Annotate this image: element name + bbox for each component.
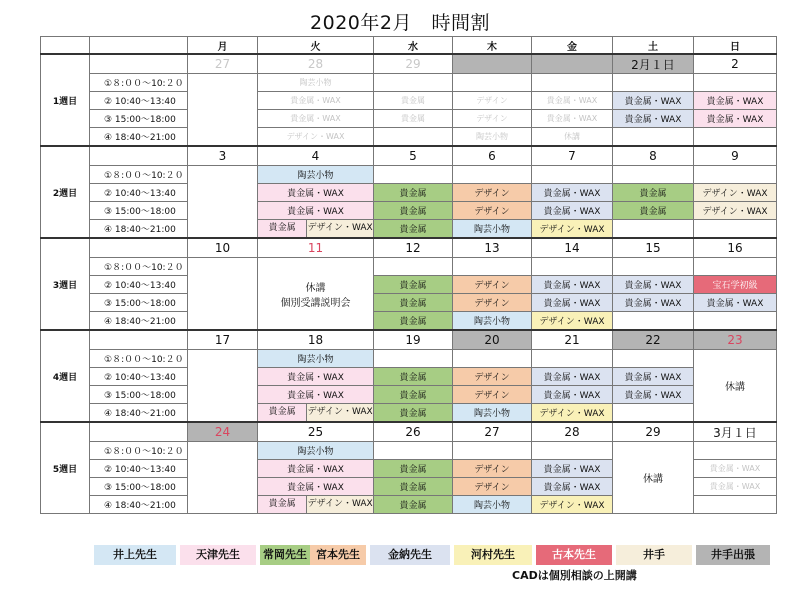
day-number: 28 — [258, 54, 374, 74]
class-cell: 貴金属 — [374, 92, 453, 110]
slot-time-label: ①８:００〜10:２０ — [90, 166, 188, 184]
timetable — [40, 36, 777, 514]
empty-cell — [613, 404, 694, 423]
class-cell: デザイン — [453, 202, 532, 220]
day-number: 13 — [453, 238, 532, 258]
day-number: 22 — [613, 330, 694, 350]
class-cell: 貴金属・WAX — [258, 478, 374, 496]
slot-row — [41, 92, 777, 110]
class-cell: 貴金属・WAX — [532, 110, 613, 128]
class-cell: デザイン・WAX — [694, 184, 777, 202]
empty-cell — [453, 442, 532, 460]
empty-cell — [613, 312, 694, 331]
class-cell: 貴金属・WAX — [694, 294, 777, 312]
slot-time-label: ③ 15:00〜18:00 — [90, 386, 188, 404]
class-cell: デザイン — [453, 386, 532, 404]
weekday-fri: 金 — [532, 37, 613, 55]
class-cell: 貴金属・WAX — [613, 386, 694, 404]
class-cell: 貴金属 — [374, 496, 453, 514]
date-row-slot-blank — [90, 238, 188, 258]
empty-cell — [613, 220, 694, 239]
slot-time-label: ①８:００〜10:２０ — [90, 350, 188, 368]
day-number: 23 — [694, 330, 777, 350]
empty-cell — [532, 74, 613, 92]
class-cell: 陶芸小物 — [258, 74, 374, 92]
empty-cell — [532, 442, 613, 460]
class-cell: 貴金属・WAX — [532, 92, 613, 110]
empty-cell — [613, 74, 694, 92]
class-cell: 貴金属・WAX — [532, 460, 613, 478]
class-cell: 貴金属・WAX — [694, 110, 777, 128]
slot-time-label: ①８:００〜10:２０ — [90, 258, 188, 276]
class-label: デザイン・WAX — [306, 404, 373, 421]
week-label: 3週目 — [41, 238, 90, 330]
day-number: 2月１日 — [613, 54, 694, 74]
day-number: 28 — [532, 422, 613, 442]
slot-row — [41, 442, 777, 460]
class-cell: 貴金属 — [613, 184, 694, 202]
slot-time-label: ④ 18:40〜21:00 — [90, 220, 188, 239]
day-number: 25 — [258, 422, 374, 442]
date-row — [41, 146, 777, 166]
slot-time-label: ④ 18:40〜21:00 — [90, 312, 188, 331]
date-row-slot-blank — [90, 422, 188, 442]
class-cell: デザイン — [453, 294, 532, 312]
class-cell: デザイン — [453, 460, 532, 478]
day-number: 17 — [188, 330, 258, 350]
legend-item: 河村先生 — [454, 545, 532, 565]
class-cell: デザイン・WAX — [532, 404, 613, 423]
day-number: 15 — [613, 238, 694, 258]
empty-cell — [453, 258, 532, 276]
class-cell: 貴金属・WAX — [532, 276, 613, 294]
class-cell: デザイン・WAX — [532, 496, 613, 514]
empty-cell — [374, 258, 453, 276]
slot-row — [41, 404, 777, 423]
cad-note: CADは個別相談の上開講 — [512, 569, 637, 582]
week-label: 1週目 — [41, 54, 90, 146]
day-number — [532, 54, 613, 74]
class-cell: 貴金属・WAX — [258, 184, 374, 202]
kyuko-sub-label: 個別受講説明会 — [280, 297, 351, 309]
slot-row — [41, 202, 777, 220]
day-number: 7 — [532, 146, 613, 166]
class-cell-split — [258, 404, 374, 423]
slot-time-label: ①８:００〜10:２０ — [90, 442, 188, 460]
empty-cell — [694, 74, 777, 92]
day-number: 9 — [694, 146, 777, 166]
class-cell: 陶芸小物 — [453, 496, 532, 514]
legend-item: 井手出張 — [696, 545, 770, 565]
class-cell: 貴金属・WAX — [613, 110, 694, 128]
week-label: 2週目 — [41, 146, 90, 238]
class-cell: 陶芸小物 — [258, 350, 374, 368]
date-row — [41, 238, 777, 258]
class-cell: 貴金属 — [374, 220, 453, 239]
date-row-slot-blank — [90, 146, 188, 166]
teacher-legend — [94, 545, 770, 565]
day-number: 16 — [694, 238, 777, 258]
slot-time-label: ④ 18:40〜21:00 — [90, 128, 188, 147]
slot-row — [41, 350, 777, 368]
weekday-header-row — [41, 37, 777, 55]
class-cell: 貴金属 — [374, 202, 453, 220]
day-number: 3 — [188, 146, 258, 166]
corner-cell — [41, 37, 90, 55]
class-cell: 貴金属 — [374, 184, 453, 202]
empty-cell — [374, 128, 453, 147]
class-cell: 陶芸小物 — [453, 128, 532, 147]
class-label: 貴金属 — [258, 220, 306, 237]
slot-time-label: ② 10:40〜13:40 — [90, 276, 188, 294]
empty-cell — [694, 166, 777, 184]
slot-time-label: ② 10:40〜13:40 — [90, 92, 188, 110]
empty-cell — [613, 258, 694, 276]
empty-cell — [613, 350, 694, 368]
class-cell: 陶芸小物 — [453, 220, 532, 239]
monday-empty-block — [188, 442, 258, 514]
empty-cell — [374, 350, 453, 368]
class-cell: 貴金属・WAX — [613, 276, 694, 294]
class-label: 貴金属 — [258, 496, 306, 513]
slot-row — [41, 128, 777, 147]
class-cell: 貴金属 — [374, 478, 453, 496]
class-cell: デザイン — [453, 368, 532, 386]
class-label: 貴金属 — [258, 404, 306, 421]
class-cell: 貴金属・WAX — [532, 294, 613, 312]
day-number: 11 — [258, 238, 374, 258]
monday-empty-block — [188, 258, 258, 331]
slot-row — [41, 276, 777, 294]
slot-row — [41, 74, 777, 92]
slot-time-label: ④ 18:40〜21:00 — [90, 404, 188, 423]
day-number: 29 — [374, 54, 453, 74]
class-cell: デザイン — [453, 92, 532, 110]
day-number: 21 — [532, 330, 613, 350]
class-cell: 貴金属・WAX — [613, 92, 694, 110]
class-cell: 貴金属 — [374, 404, 453, 423]
slot-time-label: ② 10:40〜13:40 — [90, 460, 188, 478]
weekday-tue: 火 — [258, 37, 374, 55]
class-cell: 貴金属・WAX — [532, 386, 613, 404]
slot-header-cell — [90, 37, 188, 55]
class-cell: デザイン — [453, 478, 532, 496]
empty-cell — [374, 166, 453, 184]
class-cell-split — [258, 220, 374, 239]
day-number — [453, 54, 532, 74]
empty-cell — [453, 350, 532, 368]
day-number: 4 — [258, 146, 374, 166]
slot-row — [41, 294, 777, 312]
day-number: 14 — [532, 238, 613, 258]
day-number: 5 — [374, 146, 453, 166]
class-cell: 貴金属・WAX — [694, 478, 777, 496]
day-number: 18 — [258, 330, 374, 350]
class-label: デザイン・WAX — [306, 496, 373, 513]
date-row — [41, 422, 777, 442]
class-cell: 貴金属 — [374, 368, 453, 386]
legend-item: 常岡先生 — [260, 545, 310, 565]
class-cell: デザイン・WAX — [532, 220, 613, 239]
class-cell: デザイン・WAX — [258, 128, 374, 147]
slot-row — [41, 368, 777, 386]
class-cell: 貴金属 — [374, 312, 453, 331]
class-cell: 貴金属・WAX — [613, 368, 694, 386]
class-cell: デザイン・WAX — [694, 202, 777, 220]
empty-cell — [374, 74, 453, 92]
day-number: 3月１日 — [694, 422, 777, 442]
class-cell: 貴金属・WAX — [532, 368, 613, 386]
empty-cell — [613, 128, 694, 147]
class-cell: デザイン — [453, 110, 532, 128]
slot-time-label: ② 10:40〜13:40 — [90, 368, 188, 386]
class-cell: 陶芸小物 — [258, 166, 374, 184]
class-cell: 貴金属 — [374, 110, 453, 128]
class-cell: デザイン — [453, 184, 532, 202]
day-number: 8 — [613, 146, 694, 166]
slot-row — [41, 312, 777, 331]
empty-cell — [532, 350, 613, 368]
class-cell: 貴金属 — [374, 386, 453, 404]
day-number: 27 — [188, 54, 258, 74]
weekday-wed: 水 — [374, 37, 453, 55]
day-number: 29 — [613, 422, 694, 442]
day-number: 2 — [694, 54, 777, 74]
class-cell: 貴金属・WAX — [694, 92, 777, 110]
class-cell: 貴金属・WAX — [258, 202, 374, 220]
weekday-thu: 木 — [453, 37, 532, 55]
slot-time-label: ③ 15:00〜18:00 — [90, 478, 188, 496]
class-cell: 宝石学初級 — [694, 276, 777, 294]
slot-time-label: ③ 15:00〜18:00 — [90, 202, 188, 220]
monday-empty-block — [188, 74, 258, 147]
class-cell: 貴金属・WAX — [694, 460, 777, 478]
class-cell: 貴金属 — [613, 202, 694, 220]
slot-row — [41, 166, 777, 184]
date-row — [41, 330, 777, 350]
slot-time-label: ④ 18:40〜21:00 — [90, 496, 188, 514]
class-cell: 貴金属・WAX — [258, 460, 374, 478]
legend-item: 金納先生 — [370, 545, 450, 565]
day-number: 27 — [453, 422, 532, 442]
slot-row — [41, 110, 777, 128]
date-row-slot-blank — [90, 54, 188, 74]
empty-cell — [694, 128, 777, 147]
slot-time-label: ③ 15:00〜18:00 — [90, 294, 188, 312]
page-title: 2020年2月 時間割 — [310, 12, 490, 34]
class-cell: 貴金属・WAX — [532, 202, 613, 220]
monday-empty-block — [188, 166, 258, 239]
empty-cell — [532, 166, 613, 184]
class-cell: 陶芸小物 — [258, 442, 374, 460]
empty-cell — [374, 442, 453, 460]
class-cell: デザイン・WAX — [532, 312, 613, 331]
date-row-slot-blank — [90, 330, 188, 350]
empty-cell — [532, 258, 613, 276]
empty-cell — [613, 166, 694, 184]
empty-cell — [694, 312, 777, 331]
day-number: 19 — [374, 330, 453, 350]
kyuko-label: 休講 — [305, 282, 326, 294]
class-cell: 貴金属 — [374, 276, 453, 294]
empty-cell — [694, 496, 777, 514]
empty-cell — [453, 166, 532, 184]
empty-cell — [694, 258, 777, 276]
weekday-mon: 月 — [188, 37, 258, 55]
class-cell: 貴金属・WAX — [532, 478, 613, 496]
class-cell: デザイン — [453, 276, 532, 294]
day-number: 6 — [453, 146, 532, 166]
day-number: 20 — [453, 330, 532, 350]
empty-cell — [453, 74, 532, 92]
day-number: 26 — [374, 422, 453, 442]
legend-item: 井手 — [616, 545, 692, 565]
kyuko-cell: 休講 — [694, 350, 777, 423]
class-cell: 休講 — [532, 128, 613, 147]
slot-row — [41, 258, 777, 276]
week-label: 4週目 — [41, 330, 90, 422]
class-cell: 貴金属 — [374, 460, 453, 478]
class-cell: 貴金属・WAX — [258, 386, 374, 404]
legend-item: 井上先生 — [94, 545, 176, 565]
class-label: デザイン・WAX — [306, 220, 373, 237]
class-cell: 貴金属・WAX — [613, 294, 694, 312]
slot-row — [41, 386, 777, 404]
class-cell: 貴金属・WAX — [258, 368, 374, 386]
legend-item: 宮本先生 — [310, 545, 366, 565]
day-number: 24 — [188, 422, 258, 442]
weekday-sun: 日 — [694, 37, 777, 55]
class-cell-split — [258, 496, 374, 514]
legend-item: 天津先生 — [180, 545, 256, 565]
legend-item: 古本先生 — [536, 545, 612, 565]
day-number: 12 — [374, 238, 453, 258]
monday-empty-block — [188, 350, 258, 423]
kyuko-cell: 休講 — [613, 442, 694, 514]
class-cell: 貴金属・WAX — [258, 110, 374, 128]
slot-time-label: ③ 15:00〜18:00 — [90, 110, 188, 128]
empty-cell — [694, 220, 777, 239]
class-cell: 貴金属・WAX — [532, 184, 613, 202]
kyuko-cell — [258, 258, 374, 331]
class-cell: 貴金属 — [374, 294, 453, 312]
slot-time-label: ①８:００〜10:２０ — [90, 74, 188, 92]
slot-row — [41, 220, 777, 239]
day-number: 10 — [188, 238, 258, 258]
class-cell: 陶芸小物 — [453, 312, 532, 331]
week-label: 5週目 — [41, 422, 90, 514]
class-cell: 陶芸小物 — [453, 404, 532, 423]
empty-cell — [694, 442, 777, 460]
slot-time-label: ② 10:40〜13:40 — [90, 184, 188, 202]
date-row — [41, 54, 777, 74]
slot-row — [41, 184, 777, 202]
weekday-sat: 土 — [613, 37, 694, 55]
class-cell: 貴金属・WAX — [258, 92, 374, 110]
